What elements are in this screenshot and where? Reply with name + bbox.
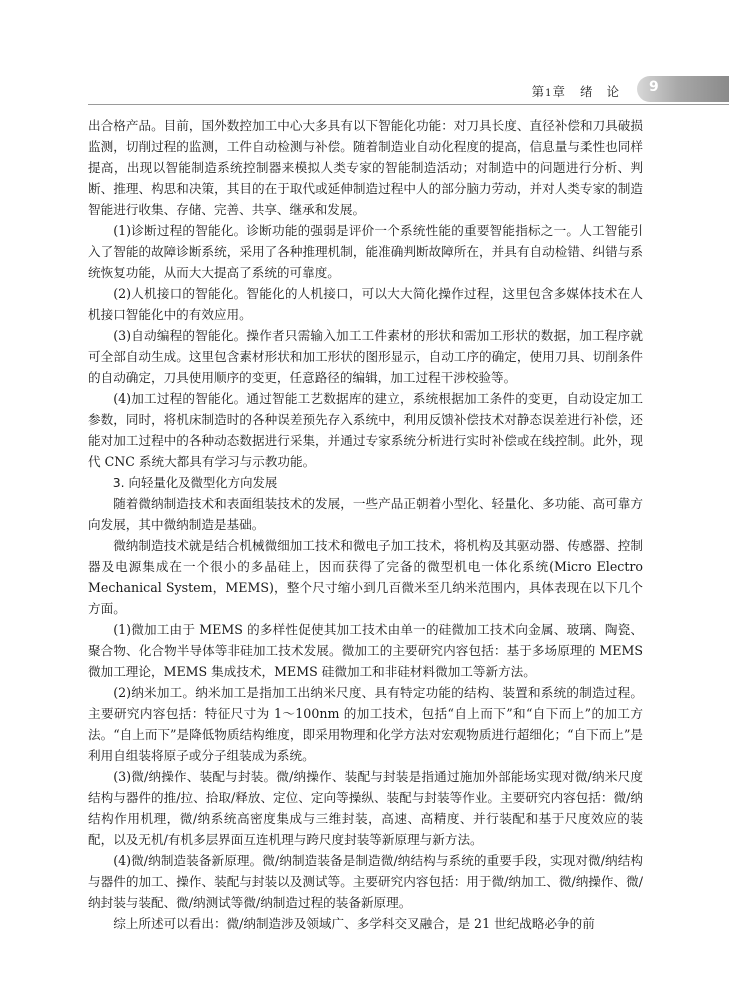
chapter-title xyxy=(532,82,633,100)
page-header xyxy=(0,76,729,106)
paragraph-diagnosis: (1)诊断过程的智能化。诊断功能的强弱是评价一个系统性能的重要智能指标之一。人工智能引入了智能的故障诊断系统，采用了各种推理机制，能准确判断故障所在，并具有自动检错、纠错与系统恢复功能，从而大大提高了系统的可靠度。 xyxy=(88,223,643,280)
paragraph-assembly-packaging: (3)微/纳操作、装配与封装。微/纳操作、装配与封装是指通过施加外部能场实现对微/纳米尺度结构与器件的推/拉、拾取/释放、定位、定向等操纵、装配与封装等作业。主要研究内容包括：微/纳结构作用机理，微/纳系统高密度集成与三维封装，高速、高精度、并行装配和基于尺度效应的装配，以及无机/有机多层界面互连机理与跨尺度封装等新原理与新方法。 xyxy=(88,769,643,847)
paragraph-micro-machining: (1)微加工由于 MEMS 的多样性促使其加工技术由单一的硅微加工技术向金属、玻璃、陶瓷、聚合物、化合物半导体等非硅加工技术发展。微加工的主要研究内容包括：基于多场原理的 MEMS 微加工理论，MEMS 集成技术，MEMS 硅微加工和非硅材料微加工等新方法。 xyxy=(88,622,643,679)
page-number-tab xyxy=(637,76,729,102)
paragraph-nano-machining: (2)纳米加工。纳米加工是指加工出纳米尺度、具有特定功能的结构、装置和系统的制造过程。主要研究内容包括：特征尺寸为 1～100nm 的加工技术，包括“自上而下”和“自下而上”的加工方法。“自上而下”是降低物质结构维度，即采用物理和化学方法对宏观物质进行超细化；“自下而上”是利用自组装将原子或分子组装成为系统。 xyxy=(88,685,643,763)
chapter-number: 1 xyxy=(545,88,553,99)
chapter-suffix: 章 xyxy=(552,84,566,99)
paragraph-intro: 随着微纳制造技术和表面组装技术的发展，一些产品正朝着小型化、轻量化、多功能、高可靠方向发展，其中微纳制造是基础。 xyxy=(88,496,643,532)
paragraph-mems: 微纳制造技术就是结合机械微细加工技术和微电子加工技术，将机构及其驱动器、传感器、控制器及电源集成在一个很小的多晶硅上，因而获得了完备的微型机电一体化系统(Micro Electro Mechanical System，MEMS)，整个尺寸缩小到几百微米至几纳米范围内，具体表现在以下几个方面。 xyxy=(88,538,643,616)
paragraph-auto-programming: (3)自动编程的智能化。操作者只需输入加工工件素材的形状和需加工形状的数据，加工程序就可全部自动生成。这里包含素材形状和加工形状的图形显示，自动工序的确定，使用刀具、切削条件的自动确定，刀具使用顺序的变更，任意路径的编辑，加工过程干涉校验等。 xyxy=(88,328,643,385)
page-number: 9 xyxy=(649,79,659,95)
paragraph-hmi: (2)人机接口的智能化。智能化的人机接口，可以大大简化操作过程，这里包含多媒体技术在人机接口智能化中的有效应用。 xyxy=(88,286,643,322)
chapter-name: 绪论 xyxy=(579,84,633,99)
chapter-prefix: 第 xyxy=(531,84,546,99)
paragraph-machining-process: (4)加工过程的智能化。通过智能工艺数据库的建立，系统根据加工条件的变更，自动设定加工参数，同时，将机床制造时的各种误差预先存入系统中，利用反馈补偿技术对静态误差进行补偿，还能对加工过程中的各种动态数据进行采集，并通过专家系统分析进行实时补偿或在线控制。此外，现代 CNC 系统大都具有学习与示教功能。 xyxy=(88,391,643,469)
paragraph-summary: 综上所述可以看出：微/纳制造涉及领域广、多学科交叉融合，是 21 世纪战略必争的前 xyxy=(113,916,595,931)
section-heading: 3. 向轻量化及微型化方向发展 xyxy=(112,475,278,490)
header-divider xyxy=(88,104,729,105)
paragraph-equipment: (4)微/纳制造装备新原理。微/纳制造装备是制造微/纳结构与系统的重要手段，实现对微/纳结构与器件的加工、操作、装配与封装以及测试等。主要研究内容包括：用于微/纳加工、微/纳操作、微/纳封装与装配、微/纳测试等微/纳制造过程的装备新原理。 xyxy=(88,853,643,910)
paragraph-continuation: 出合格产品。目前，国外数控加工中心大多具有以下智能化功能：对刀具长度、直径补偿和刀具破损监测，切削过程的监测，工件自动检测与补偿。随着制造业自动化程度的提高，信息量与柔性也同样提高，出现以智能制造系统控制器来模拟人类专家的智能制造活动；对制造中的问题进行分析、判断、推理、构思和决策，其目的在于取代或延伸制造过程中人的部分脑力劳动，并对人类专家的制造智能进行收集、存储、完善、共享、继承和发展。 xyxy=(88,118,643,217)
body-text xyxy=(88,115,643,934)
